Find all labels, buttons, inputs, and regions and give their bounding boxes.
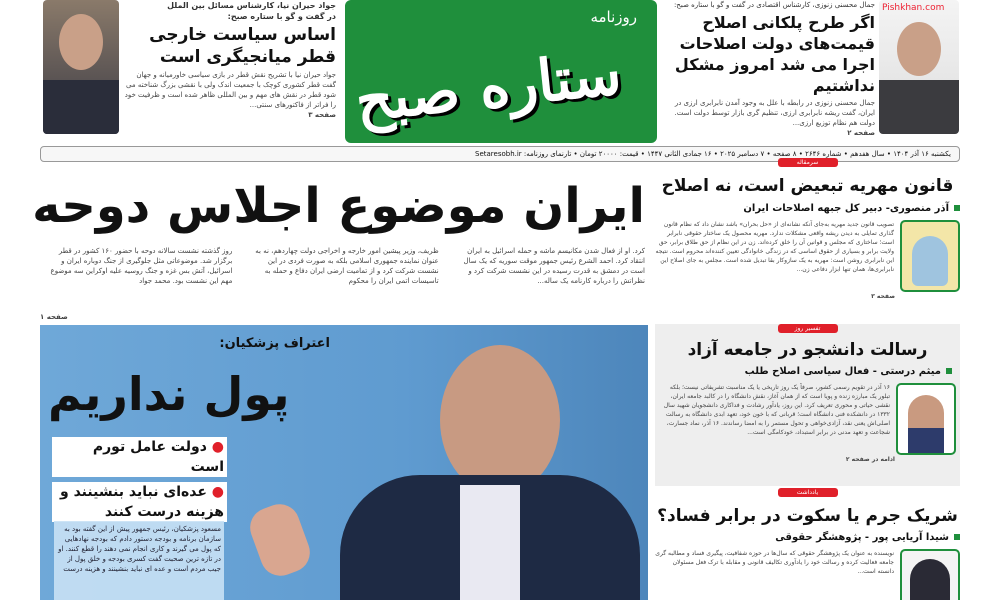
section-tag: سرمقاله — [778, 158, 838, 167]
page-ref: صفحه ۳ — [308, 111, 336, 119]
feature-photo[interactable] — [40, 325, 648, 600]
headline: شریک جرم یا سکوت در برابر فساد؟ — [657, 506, 958, 526]
byline-text: میثم درستی - فعال سیاسی اصلاح طلب — [744, 366, 941, 377]
subkicker: در گفت و گو با ستاره صبح: — [227, 12, 336, 21]
summary: جمال محسنی زنوزی در رابطه با علل به وجود آمدن نابرابری ارزی در ایران، گفت ریشه نابرابری ارزی، تنظیم گری بازار توسط دولت است. دولت هم نظام توزیع ارزی... — [674, 99, 875, 127]
kicker: جواد حیران نیا، کارشناس مسائل بین الملل — [167, 1, 336, 10]
byline — [655, 532, 960, 544]
column-1: روز گذشته نشست سالانه دوحه با حضور ۱۶۰ کشور در قطر برگزار شد. موضوعاتی مثل جلوگیری از جنگ دوباره ایران و اسرائیل، آتش بس غزه و جنگ روسیه علیه اوکراین سه موضوع مهم این نشست بود. محمد جواد — [50, 247, 233, 285]
masthead-logo — [345, 0, 657, 143]
author-photo — [900, 220, 960, 292]
column-2: ظریف، وزیر پیشین امور خارجه و اخراجی دولت چهاردهم، نه به عنوان نماینده جمهوری اسلامی بلکه به صورت فردی در این نشست شرکت کرد و از تمامیت ارضی ایران دفاع و حمله به تاسیسات اتمی ایران را محکوم — [255, 247, 439, 285]
feature-headline: پول نداریم — [48, 367, 290, 421]
masthead-title: ستاره صبح — [352, 39, 625, 135]
feature-kicker: اعتراف پزشکیان: — [219, 336, 330, 351]
byline-text: شیدا آریایی پور - پژوهشگر حقوقی — [775, 532, 949, 543]
economist-photo — [879, 0, 959, 134]
body: ۱۶ آذر در تقویم رسمی کشور، صرفاً یک روز تاریخی یا یک مناسبت تشریفاتی نیست؛ بلکه تبلور یک مبارزه زنده و پویا است که از همان آغاز، نقش دانشگاه را در کالبد جامعه ایران، نقشی حیاتی و محوری تعریف کرد. این روز، یادآور رشادت و فداکاری دانشجویان شهید سال ۱۳۳۲ در دانشکده فنی دانشگاه است؛ قربانی که با خون خود، تعهد ابدی دانشگاه به رسالت اصلی‌اش یعنی نقد، آزادی‌خواهی و تحول مستمر را به امضا رساندند. ۱۶ آذر، نماد جسارت، شجاعت و تعهد مدنی در برابر استبداد، خودکامگی است... — [663, 384, 890, 436]
body: نویسنده به عنوان یک پژوهشگر حقوقی که سال‌ها در حوزه شفافیت، پیگیری فساد و مطالبه گری جامعه فعالیت کرده و رسالت خود را یادآوری تکالیف قانونی و مقابله با ترک فعل مسئولان دانسته است... — [655, 550, 894, 575]
dateline: یکشنبه ۱۶ آذر ۱۴۰۴ • سال هفدهم • شماره ۲۶۴۶ • ۸ صفحه • ۷ دسامبر ۲۰۲۵ • ۱۶ جمادی الثانی ۱۴۴۷ • قیمت: ۲۰۰۰۰ تومان • تارنمای روزنامه: Setaresobh.ir — [40, 146, 960, 162]
headline: رسالت دانشجو در جامعه آزاد — [687, 340, 928, 360]
watermark: Pishkhan.com — [882, 3, 945, 13]
interviewee-photo — [43, 0, 119, 134]
article-commentary[interactable] — [655, 324, 960, 486]
author-photo — [896, 383, 956, 455]
kicker: جمال محسنی زنوزی، کارشناس اقتصادی در گفت و گو با ستاره صبح: — [673, 1, 875, 9]
bullet-icon — [954, 205, 960, 211]
masthead-prefix: روزنامه — [590, 8, 637, 26]
page-ref: صفحه ۳ — [871, 293, 895, 300]
bullet-text: عده‌ای نباید بنشینند و هزینه درست کنند — [60, 484, 224, 520]
feature-bullet: ● دولت عامل تورم است ● عده‌ای نباید بنشینند و هزینه درست کنند — [52, 437, 227, 522]
body: تصویب قانون جدید مهریه به‌جای آنکه نشانه‌ای از «حل بحران» باشد نشان داد که نظام قانون گذاری تمایلی به دیدن ریشه واقعی مشکلات ندارد. مهریه محصول یک ساختار حقوقی نابرابر است؛ ساختاری که مجلس و قوانین آن را خلق کرده‌اند. زن در این نظام از حق طلاق برابر، حق ولایت برابر و بسیاری از حقوق اساسی که در زندگی خانوادگی تعیین کننده‌اند محروم است. نتیجه این نابرابری روشن است: مهریه به یک سازوکار بقا تبدیل شده است. مجلس به جای اصلاح این نابرابری‌ها، همان تنها ابزار دفاعی زن... — [655, 221, 894, 273]
article-editorial[interactable] — [655, 158, 960, 323]
bullet-text: دولت عامل تورم است — [92, 439, 224, 475]
section-tag: تفسیر روز — [778, 324, 838, 333]
headline: اگر طرح پلکانی اصلاح قیمت‌های دولت اصلاحات اجرا می شد امروز مشکل نداشتیم — [674, 13, 875, 95]
byline — [655, 366, 960, 378]
headline: اساس سیاست خارجی قطر میانجیگری است — [149, 25, 336, 67]
byline-text: آذر منصوری- دبیر کل جبهه اصلاحات ایران — [743, 203, 949, 214]
continued-ref[interactable]: ادامه در صفحه ۲ — [845, 456, 895, 463]
top-left-story[interactable] — [124, 0, 336, 142]
feature-body: مسعود پزشکیان، رئیس جمهور پیش از این گفته بود به سازمان برنامه و بودجه دستور دادم که بودجه نهادهایی که پول می گیرند و کاری انجام نمی دهند را قطع کنند. او در تازه ترین صحبت گفت کسری بودجه و خلق پول از جیب مردم است و عده ای نباید بنشینند و هزینه درست — [54, 521, 224, 600]
summary: جواد حیران نیا با تشریح نقش قطر در بازی سیاسی خاورمیانه و جهان گفت قطر کشوری کوچک با جمعیت اندک ولی با نقشی بزرگ شناخته می شود قطر در نقش های مهم و بین المللی ظاهر شده است و ظرفیت خود را فراتر از فاکتورهای سنتی... — [124, 71, 336, 109]
page-ref: صفحه ۲ — [847, 129, 875, 137]
author-photo — [900, 549, 960, 600]
article-note[interactable] — [655, 488, 960, 600]
main-headline[interactable]: ایران موضوع اجلاس دوحه — [32, 178, 645, 234]
section-tag: یادداشت — [778, 488, 838, 497]
column-3: کرد. او از فعال شدن مکانیسم ماشه و حمله اسرائیل به ایران انتقاد کرد. احمد الشرع رئیس جمهور موقت سوریه که یک سال است در دمشق به قدرت رسیده در این نشست شرکت کرد و نظراتش را درباره کارنامه یک ساله... — [463, 247, 645, 285]
page-ref: صفحه ۱ — [40, 313, 68, 321]
main-story-columns — [40, 246, 645, 286]
top-right-story[interactable] — [660, 0, 875, 142]
headline: قانون مهریه تبعیض است، نه اصلاح — [661, 176, 954, 196]
byline — [655, 203, 960, 215]
